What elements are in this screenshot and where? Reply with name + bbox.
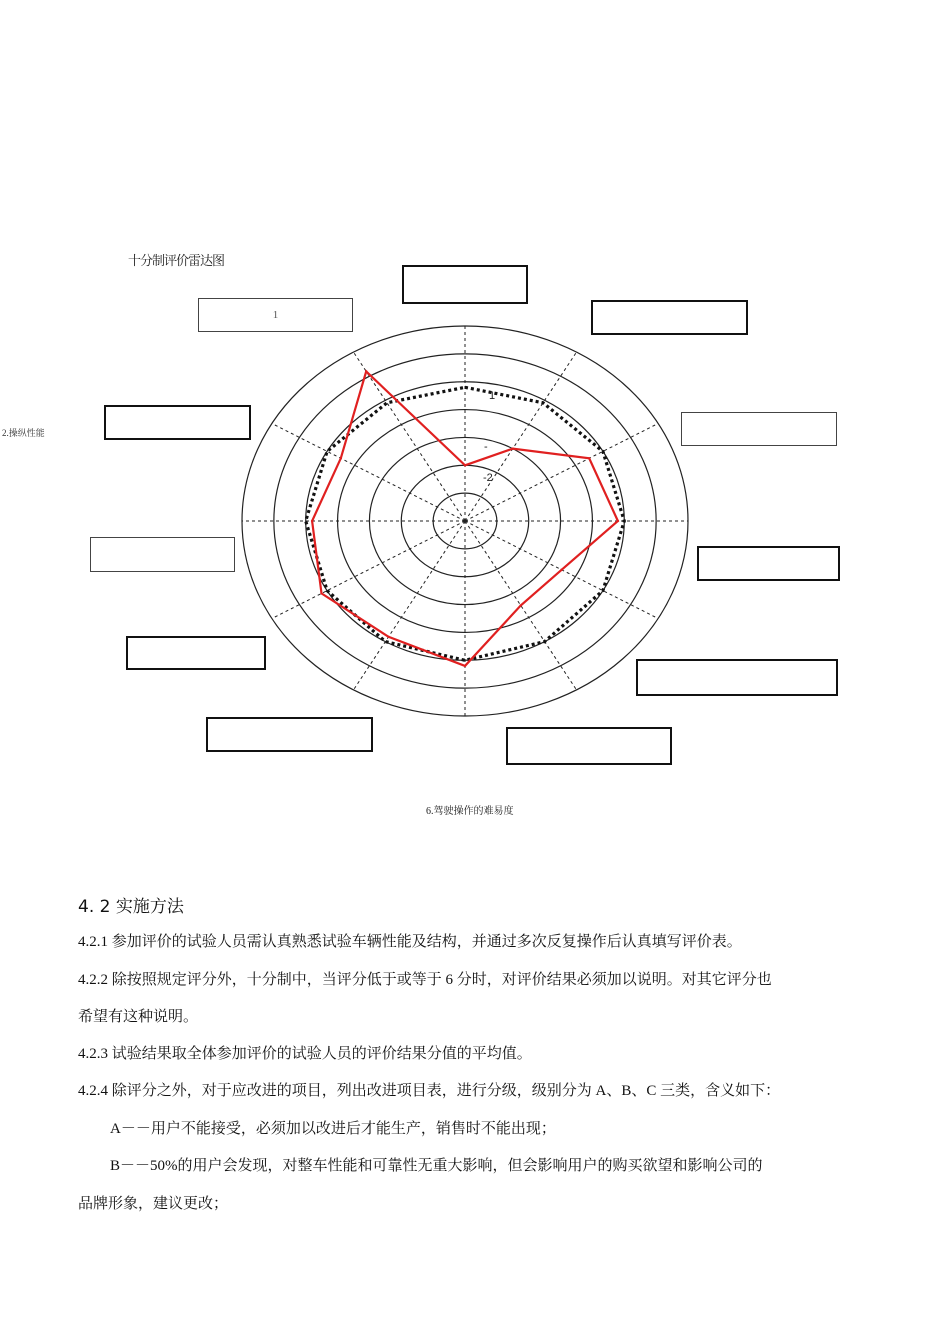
paragraph-4-2-2-cont: 希望有这种说明。 bbox=[78, 1009, 199, 1025]
chart-title: 十分制评价雷达图 bbox=[128, 253, 225, 268]
actual-series-point-5 bbox=[560, 569, 562, 571]
actual-series-point-2 bbox=[512, 447, 514, 449]
radar-axis-9 bbox=[272, 521, 465, 619]
axis-label-box-4 bbox=[90, 537, 235, 572]
paragraph-class-a: A－－用户不能接受，必须加以改进后才能生产，销售时不能出现； bbox=[110, 1121, 556, 1137]
paragraph-class-b: B－－50%的用户会发现，对整车性能和可靠性无重大影响，但会影响用户的购买欲望和影响公司的 bbox=[110, 1158, 763, 1174]
axis-label-box-10 bbox=[681, 412, 837, 446]
side-label-fragment: 2.操纵性能 bbox=[2, 428, 45, 438]
actual-series-point-12 bbox=[365, 370, 367, 372]
radar-axis-2 bbox=[465, 352, 577, 521]
axis-label-box-1 bbox=[198, 298, 353, 332]
radar-axis-8 bbox=[354, 521, 466, 690]
radar-figure bbox=[0, 240, 950, 817]
radar-chart bbox=[0, 240, 950, 780]
axis-label-box-12 bbox=[402, 265, 528, 304]
paragraph-4-2-4: 4.2.4 除评分之外，对于应改进的项目，列出改进项目表，进行分级，级别分为 A、B、C 三类，含义如下： bbox=[78, 1083, 781, 1099]
axis-label-box-11 bbox=[591, 300, 748, 335]
radar-axis-3 bbox=[465, 424, 658, 522]
axis-label-box-5 bbox=[126, 636, 266, 670]
actual-series-point-8 bbox=[387, 636, 389, 638]
section-heading: 4. 2 实施方法 bbox=[78, 897, 184, 917]
paragraph-class-b-cont: 品牌形象，建议更改； bbox=[78, 1196, 229, 1212]
actual-series-point-4 bbox=[617, 520, 619, 522]
actual-series-point-10 bbox=[311, 520, 313, 522]
axis-label-box-8 bbox=[636, 659, 838, 696]
axis-label-box-9 bbox=[697, 546, 840, 581]
actual-series-point-1 bbox=[464, 464, 466, 466]
ring-value-label-3: -2 bbox=[483, 472, 493, 484]
paragraph-4-2-2: 4.2.2 除按照规定评分外，十分制中，当评分低于或等于 6 分时，对评价结果必须加以说明。对其它评分也 bbox=[78, 972, 772, 988]
axis-label-box-6 bbox=[206, 717, 373, 752]
paragraph-4-2-1: 4.2.1 参加评价的试验人员需认真熟悉试验车辆性能及结构，并通过多次反复操作后认真填写评价表。 bbox=[78, 934, 742, 950]
actual-series-point-9 bbox=[320, 592, 322, 594]
ring-value-label-1: 1 bbox=[489, 390, 496, 402]
actual-series-point-11 bbox=[340, 457, 342, 459]
ring-value-label-2: - bbox=[484, 441, 488, 453]
figure-caption: 6.驾驶操作的难易度 bbox=[426, 806, 514, 817]
axis-label-box-7 bbox=[506, 727, 672, 765]
actual-series-point-7 bbox=[464, 665, 466, 667]
actual-series-point-6 bbox=[520, 604, 522, 606]
axis-label-box-1-text: 1 bbox=[272, 309, 279, 321]
radar-axis-12 bbox=[354, 352, 466, 521]
paragraph-4-2-3: 4.2.3 试验结果取全体参加评价的试验人员的评价结果分值的平均值。 bbox=[78, 1046, 532, 1062]
axis-label-box-3 bbox=[104, 405, 251, 440]
actual-series-point-3 bbox=[588, 457, 590, 459]
